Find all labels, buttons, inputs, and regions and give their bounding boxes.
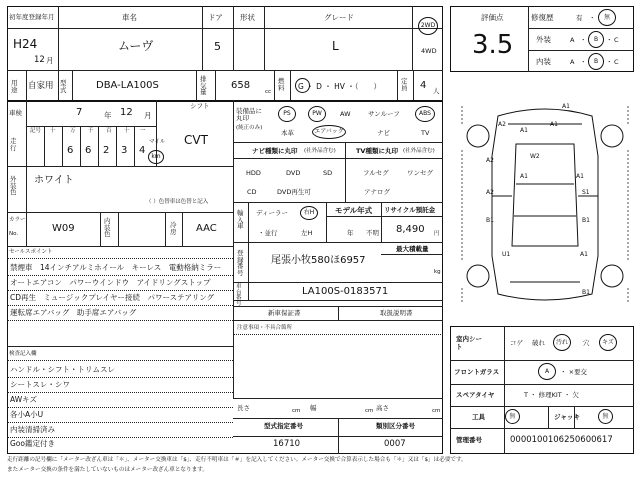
inspector-line: 各小A小U [10, 410, 44, 419]
damage-mark: A2 [486, 189, 494, 196]
fuel-options: G ・ D ・ HV ・（ ） [298, 82, 382, 91]
inspector-label: 検査記入欄 [9, 351, 37, 357]
mileage-digit: 4 [139, 145, 146, 156]
max-load-label: 最大積載量 [396, 245, 429, 253]
shaken-label: 車検 [9, 109, 22, 117]
height-label: 高さ [376, 404, 389, 412]
capacity-unit: 人 [433, 87, 440, 95]
spare-items: T ・ 修理KIT ・ 欠 [524, 391, 579, 399]
nav-item: DVD [286, 169, 301, 177]
fuel-g-circle [295, 78, 310, 93]
damage-mark: A1 [562, 103, 570, 110]
model-no-value: 16710 [273, 439, 301, 449]
tv-item: アナログ [364, 188, 390, 196]
model-no-label: 型式指定番号 [264, 422, 303, 430]
inspector-line: AWキズ [10, 395, 37, 404]
displacement: 658 [231, 80, 251, 91]
recycle-label: リサイクル預託金 [384, 206, 436, 214]
tv-sub: (社外品含む) [403, 148, 435, 154]
nav-title: ナビ種類に丸印 [252, 147, 298, 155]
inspector-line: 内装清掃済み [10, 425, 55, 434]
equip-aw: AW [340, 110, 351, 118]
first-reg-era: H24 [13, 37, 38, 51]
wheel-front-right [601, 125, 623, 147]
capacity-label: 定員 [401, 77, 408, 92]
inspector-line: ハンドル・シフト・トリムスレ [10, 365, 115, 374]
reg-plate: 尾張小牧580ほ6957 [271, 255, 366, 266]
damage-mark: A2 [486, 157, 494, 164]
tv-item: フルセグ [363, 169, 389, 177]
mgmt-label: 管理番号 [456, 436, 482, 444]
damage-mark: B1 [486, 217, 494, 224]
score-value: 3.5 [472, 30, 514, 60]
warranty-label: 新車保証書 [268, 309, 301, 317]
footer-line2: またメーター交換の条件を満たしていないものはメーター改ざん車となります。 [7, 467, 208, 473]
recycle-value: 8,490 [396, 224, 425, 235]
model-label: 型式 [60, 79, 67, 94]
car-name-label: 車名 [122, 13, 137, 22]
damage-mark: S1 [582, 189, 590, 196]
int-sheet-dirt-circle: 汚れ [553, 334, 571, 351]
color-code-label2: No. [9, 231, 19, 237]
damage-mark: A1 [550, 121, 558, 128]
car-body-outline [492, 109, 598, 300]
mgmt-number: 0000100106250600617 [510, 435, 613, 445]
caution-label: 注意事項・不具合箇所 [237, 325, 293, 331]
mileage-digit-headers: 記号 十 万 千 百 十 一 [30, 128, 146, 134]
int-sheet-item: コゲ [510, 339, 523, 347]
first-reg-month: 12 [34, 55, 45, 65]
width-label: 幅 [310, 404, 317, 412]
score-label: 評価点 [481, 13, 504, 22]
shift-label: シフト [190, 102, 210, 110]
usage-label: 用途 [11, 79, 18, 94]
equip-leather: 本革 [281, 129, 294, 137]
import-label: 輸入車 [237, 209, 244, 230]
chassis-value: LA100S-0183571 [302, 286, 389, 297]
tools-label: 工具 [472, 413, 485, 421]
sales-points-label: セールスポイント [9, 249, 53, 255]
car-cabin [512, 144, 578, 246]
door-count: 5 [214, 40, 221, 53]
windshield-x: ・ ×要交 [560, 368, 588, 376]
nav-sub: (社外品含む) [304, 148, 336, 154]
model-year-unknown: 不明 [366, 229, 379, 237]
sales-point-line: オートエアコン パワーウインドウ アイドリングストップ [10, 278, 211, 287]
mileage-digit: 6 [85, 145, 92, 156]
width-unit: cm [365, 408, 374, 414]
grade-value: L [332, 39, 339, 53]
wheel-rear-right [601, 265, 623, 287]
mileage-label: 走行 [10, 137, 17, 152]
mile-label: マイル [149, 139, 166, 145]
shaken-month-unit: 月 [144, 111, 152, 120]
model-year-unit: 年 [347, 229, 354, 237]
repair-no-circle: 無 [598, 9, 616, 26]
import-dealer: ディーラー [256, 209, 288, 217]
inspector-line: シートスレ・シワ [10, 380, 70, 389]
first-reg-label: 初年度登録年月 [9, 13, 55, 21]
equip-sub: (純正のみ) [236, 125, 263, 131]
wheel-rear-left [467, 265, 489, 287]
tools-none-circle: 無 [505, 409, 520, 424]
drive-4wd: 4WD [421, 47, 437, 55]
damage-mark: B1 [582, 217, 590, 224]
max-load-unit: kg [434, 269, 441, 275]
ext-grade-b-circle: B [588, 31, 604, 48]
km-circle: km [148, 150, 164, 164]
cold-label: 冷房 [170, 221, 177, 236]
windshield-label: フロントガラス [454, 368, 500, 376]
equip-airbag-circle: エアバッグ [312, 125, 346, 139]
int-grade-a: A [570, 58, 575, 66]
shape-label: 形状 [240, 13, 255, 22]
sales-point-line: CD再生 ミュージックプレイヤー接続 パワーステアリング [10, 293, 215, 302]
ext-grade-a: A [570, 36, 575, 44]
equip-sunroof: サンルーフ [368, 110, 400, 118]
damage-mark: A1 [520, 173, 528, 180]
footer-line1: 走行距離の記号欄に「メーター改ざん車は「＊」、メーター交換車は「$」、走行不明車は「＃」を記入してください。メーター交換で合算表示した場合も「＊」又は「$」は必要です。 [7, 457, 467, 463]
jack-label: ジャッキ [554, 413, 580, 421]
nav-item: HDD [246, 169, 261, 177]
grade-label: グレード [324, 13, 354, 22]
height-unit: cm [432, 408, 441, 414]
cold-value: AAC [196, 223, 217, 234]
model-year-label: モデル年式 [335, 206, 373, 215]
equip-tv: TV [421, 129, 430, 137]
ext-color-label: 外装色 [10, 175, 17, 196]
int-grade-c: C [614, 58, 619, 66]
tv-title: TV種類に丸印 [356, 147, 398, 155]
shaken-year: 7 [76, 107, 83, 118]
color-code-value: W09 [52, 223, 75, 234]
repair-yes: 有 [576, 14, 583, 22]
reg-label: 登録番号 [237, 249, 244, 277]
color-code-label: カラー [9, 217, 26, 223]
equip-navi: ナビ [377, 129, 390, 137]
damage-mark: B1 [582, 289, 590, 296]
ext-label: 外装 [536, 35, 551, 44]
equip-pw-circle: PW [308, 106, 326, 122]
damage-mark: U1 [502, 251, 511, 258]
nav-item: SD [323, 169, 333, 177]
shift-value: CVT [184, 133, 208, 147]
usage-value: 自家用 [28, 81, 54, 91]
model-value: DBA-LA100S [96, 80, 159, 91]
recycle-yen: 円 [434, 231, 440, 237]
jack-none-circle: 無 [598, 409, 613, 424]
length-label: 長さ [237, 404, 250, 412]
manual-label: 取扱説明書 [380, 309, 413, 317]
import-parallel: ・並行 [258, 229, 278, 237]
chassis-label: 車台番号 [236, 284, 242, 307]
car-name: ムーヴ [118, 39, 154, 53]
windshield-a-circle: A [538, 363, 556, 380]
disp-label: 排気量 [200, 75, 207, 96]
spare-label: スペアタイヤ [456, 391, 495, 399]
import-left: 左H [301, 229, 313, 237]
nav-item: CD [247, 188, 257, 196]
int-sheet-label: 室内シート [456, 335, 482, 352]
int-grade-b-circle: B [588, 53, 604, 70]
nav-item: DVD再生可 [277, 188, 311, 196]
import-right-circle: 右H [300, 206, 318, 220]
shaken-year-unit: 年 [104, 111, 112, 120]
int-color-label: 内装色 [104, 217, 111, 238]
length-unit: cm [292, 408, 301, 414]
equip-label: 装備品に丸印 [236, 107, 262, 122]
damage-mark: W2 [530, 153, 540, 160]
car-damage-diagram [458, 96, 632, 310]
ext-grade-c: C [614, 36, 619, 44]
mileage-digit: 2 [103, 145, 110, 156]
class-no-label: 類別区分番号 [376, 422, 415, 430]
shaken-month: 12 [120, 107, 133, 118]
sales-point-line: 運転席エアバッグ 助手席エアバッグ [10, 308, 137, 317]
ext-color-note: （ ）色替車は色替と記入 [146, 199, 209, 205]
damage-mark: A1 [580, 251, 588, 258]
damage-mark: A1 [576, 173, 584, 180]
ext-color-value: ホワイト [34, 175, 74, 186]
int-sheet-item: 破れ [532, 339, 545, 347]
first-reg-month-unit: 月 [46, 56, 54, 65]
mileage-digit: 6 [67, 145, 74, 156]
wheel-front-left [467, 125, 489, 147]
capacity-value: 4 [420, 80, 427, 91]
mileage-digit: 3 [121, 145, 128, 156]
equip-ps-circle: PS [278, 106, 296, 122]
damage-mark: A1 [520, 127, 528, 134]
repair-label: 修復歴 [531, 13, 554, 22]
int-sheet-item: 穴 [583, 339, 590, 347]
fuel-label: 燃料 [278, 77, 285, 92]
equip-abs-circle: ABS [415, 106, 435, 122]
sales-point-line: 禁煙車 14インチアルミホイール キーレス 電動格納ミラー [10, 263, 222, 272]
int-sheet-scratch-circle: キズ [599, 334, 617, 351]
class-no-value: 0007 [384, 439, 406, 449]
tv-item: ワンセグ [407, 169, 433, 177]
drive-2wd-circle: 2WD [418, 17, 438, 35]
damage-mark: A2 [498, 121, 506, 128]
inspector-line: Goo鑑定付き [10, 439, 55, 448]
door-label: ドア [208, 13, 223, 22]
disp-unit: cc [265, 89, 272, 95]
int-label: 内装 [536, 57, 551, 66]
